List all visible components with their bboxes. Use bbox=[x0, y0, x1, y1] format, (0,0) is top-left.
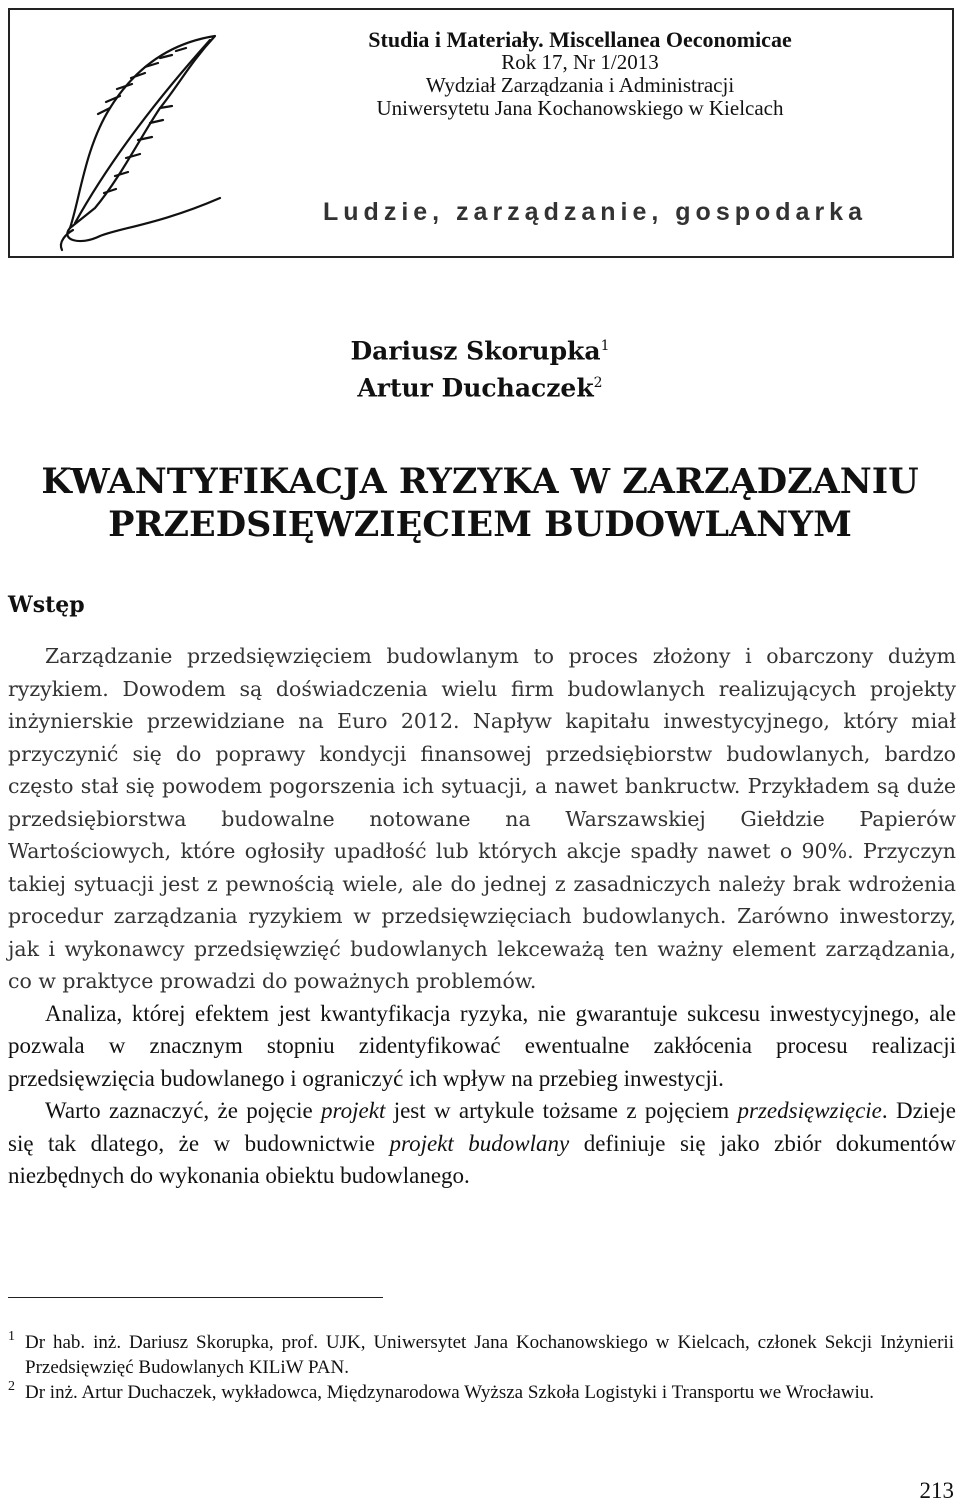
paragraph-text: Przykładem są duże przedsiębiorstwa budowalne notowane na Warszawskiej Giełdzie Papierów Wartościowych, które ogłosiły upadłość lub których akcje spadły nawet o 90%. Przyczyn takiej sytuacji jest z pewnością wiele, ale do jednej z zasadniczych należy brak wdrożenia procedur zarządzania ryzykiem w przedsięwzięciach budowlanych. Zarówno inwestorzy, jak i wykonawcy przedsięwzięć budowlanych lekceważą ten ważny element zarządzania, co w praktyce prowadzi do poważnych problemów. bbox=[8, 774, 957, 993]
journal-info bbox=[270, 28, 890, 120]
article-title-line: KWANTYFIKACJA RYZYKA W ZARZĄDZANIU bbox=[41, 461, 919, 502]
author-name: Artur Duchaczek bbox=[357, 373, 594, 403]
footnote bbox=[8, 1330, 954, 1380]
author-name: Dariusz Skorupka bbox=[350, 336, 601, 366]
author bbox=[0, 367, 960, 404]
italic-term: projekt budowlany bbox=[389, 1130, 570, 1156]
author bbox=[0, 330, 960, 367]
journal-faculty: Wydział Zarządzania i Administracji bbox=[425, 73, 735, 97]
article-title bbox=[0, 460, 960, 546]
article-title-line: PRZEDSIĘWZIĘCIEM BUDOWLANYM bbox=[108, 504, 852, 545]
journal-volume: Rok 17, Nr 1/2013 bbox=[501, 50, 659, 74]
footnotes bbox=[8, 1330, 954, 1405]
italic-term: przedsięwzięcie bbox=[737, 1098, 882, 1123]
paragraph-text: Zarządzanie przedsięwzięciem budowlanym to proces złożony i obarczony dużym ryzykiem. Dowodem są doświadczenia wielu firm budowlanych realizujących projekty inżynierskie przewidziane na Euro 2012. bbox=[8, 644, 956, 733]
journal-title: Studia i Materiały. Miscellanea Oeconomicae bbox=[368, 27, 792, 52]
paragraph-text: jest w artykule tożsame z pojęciem bbox=[385, 1098, 738, 1123]
footnote-text: Dr inż. Artur Duchaczek, wykładowca, Międzynarodowa Wyższa Szkoła Logistyki i Transportu we Wrocławiu. bbox=[25, 1382, 875, 1403]
footnote-number: 1 bbox=[8, 1329, 15, 1344]
paragraph-text: . Dzieje się tak dlatego, że w budownictwie bbox=[8, 1098, 956, 1156]
page-number: 213 bbox=[919, 1478, 954, 1503]
journal-slogan: Ludzie, zarządzanie, gospodarka bbox=[323, 198, 867, 226]
quill-pen-icon bbox=[40, 28, 240, 253]
footnote bbox=[8, 1380, 954, 1405]
paragraph: Analiza, której efektem jest kwantyfikacja ryzyka, nie gwarantuje sukcesu inwestycyjnego, ale pozwala w znacznym stopniu zidentyfikować ewentualne zakłócenia procesu realizacji przedsięwzięcia budowlanego i ograniczyć ich wpływ na przebieg inwestycji. bbox=[8, 1000, 956, 1091]
journal-university: Uniwersytetu Jana Kochanowskiego w Kielcach bbox=[376, 96, 784, 120]
section-heading: Wstęp bbox=[8, 592, 85, 618]
italic-term: projekt bbox=[321, 1098, 386, 1123]
footnote-divider bbox=[8, 1297, 383, 1298]
paragraph bbox=[8, 640, 956, 998]
paragraph-text: Warto zaznaczyć, że pojęcie bbox=[45, 1098, 322, 1123]
footnote-number: 2 bbox=[8, 1379, 15, 1394]
body-text bbox=[8, 640, 956, 1193]
paragraph-text: definiuje się jako zbiór dokumentów niezbędnych do wykonania obiektu budowlanego. bbox=[8, 1130, 956, 1188]
footnote-marker: 2 bbox=[593, 375, 603, 392]
paragraph bbox=[8, 1095, 956, 1193]
journal-header-box bbox=[8, 8, 954, 258]
authors bbox=[0, 330, 960, 405]
footnote-marker: 1 bbox=[600, 338, 610, 354]
paragraph-text: Napływ kapitału inwestycyjnego, który miał przyczynić się do poprawy kondycji finansowej przedsiębiorstw budowlanych, bardzo często stał się powodem pogorszenia ich sytuacji, a nawet bankructw. bbox=[8, 709, 956, 798]
footnote-text: Dr hab. inż. Dariusz Skorupka, prof. UJK, Uniwersytet Jana Kochanowskiego w Kielcach, członek Sekcji Inżynierii Przedsięwzięć Budowlanych KILiW PAN. bbox=[25, 1332, 954, 1378]
